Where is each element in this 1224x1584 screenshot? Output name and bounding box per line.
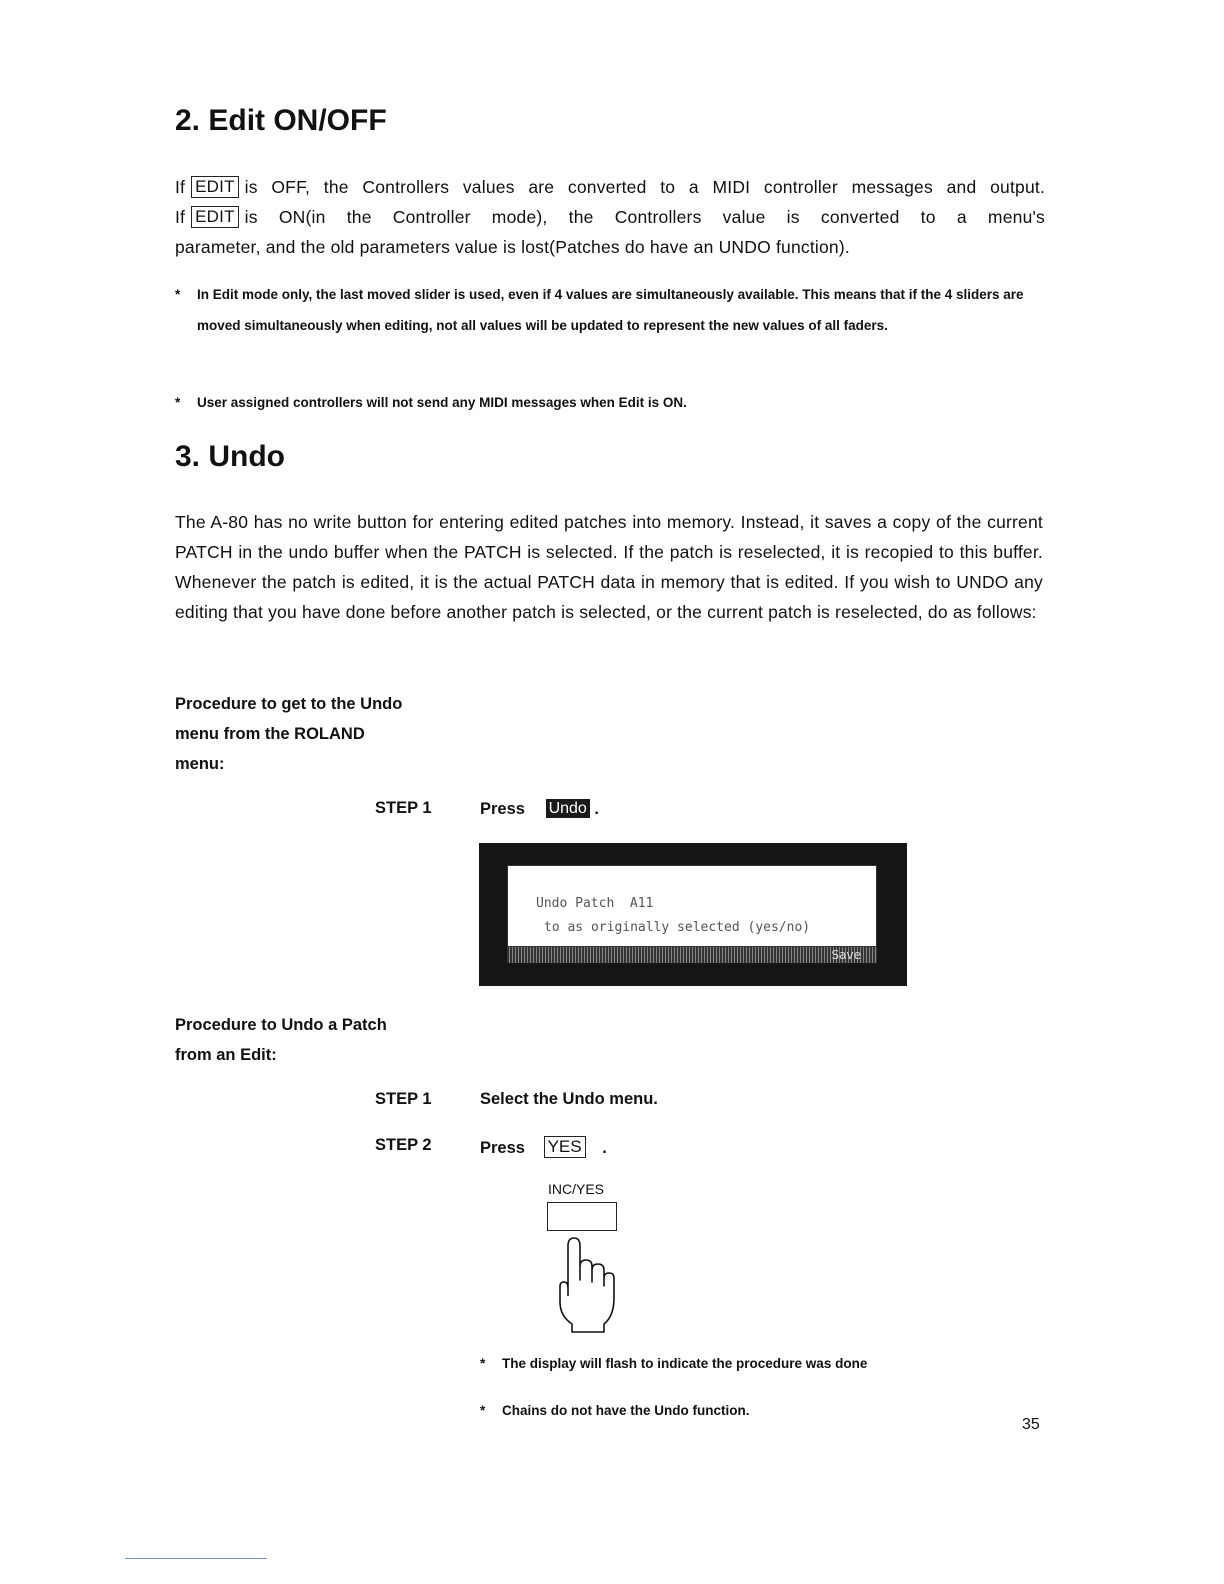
press-word: Press — [480, 1139, 525, 1157]
procedure-line: menu from the ROLAND — [175, 725, 365, 743]
period: . — [594, 800, 599, 818]
procedure-line: Procedure to get to the Undo — [175, 695, 403, 713]
edit-key-box: EDIT — [191, 206, 239, 228]
procedure-get-to-undo — [175, 689, 475, 779]
if-word: If — [175, 207, 186, 227]
lcd-display — [479, 843, 907, 986]
note-display-flash — [480, 1348, 1040, 1379]
lcd-function-bar — [507, 947, 877, 963]
bullet-star-icon: * — [480, 1403, 486, 1418]
note-user-controllers — [175, 387, 1045, 418]
note-slider-text: In Edit mode only, the last moved slider is used, even if 4 values are simultaneously available. This means that if the 4 sliders are moved simultaneously when editing, not all values will be updated to represent the new values of all faders. — [197, 287, 1024, 333]
note-user-controllers-text: User assigned controllers will not send any MIDI messages when Edit is ON. — [197, 395, 687, 410]
section-heading-edit-on-off: 2. Edit ON/OFF — [175, 104, 387, 137]
procedure-line: from an Edit: — [175, 1046, 277, 1064]
inc-yes-label: INC/YES — [548, 1181, 605, 1197]
yes-key-box: YES — [544, 1136, 586, 1158]
edit-on-text: is ON(in the Controller mode), the Controllers value is converted to a menu's — [244, 207, 1045, 227]
press-word: Press — [480, 800, 525, 818]
step-1-label: STEP 1 — [375, 1090, 432, 1108]
edit-paragraph — [175, 172, 1045, 262]
page-number: 35 — [1022, 1416, 1040, 1433]
note-display-flash-text: The display will flash to indicate the procedure was done — [502, 1356, 868, 1371]
undo-paragraph-text: The A-80 has no write button for entering edited patches into memory. Instead, it saves a copy of the current PATCH in the undo buffer when the PATCH is selected. If the patch is reselected, it is recopied to this buffer. Whenever the patch is edited, it is the actual PATCH data in memory that is edited. If you wish to UNDO any editing that you have done before another patch is selected, or the current patch is reselected, do as follows: — [175, 512, 1043, 622]
section-heading-undo: 3. Undo — [175, 440, 285, 473]
bullet-star-icon: * — [175, 287, 181, 302]
if-word: If — [175, 177, 186, 197]
lcd-line-1: Undo Patch A11 — [536, 896, 654, 911]
edit-off-text: is OFF, the Controllers values are converted to a MIDI controller messages and output. — [244, 177, 1045, 197]
step-2-instruction — [480, 1136, 607, 1158]
period: . — [602, 1139, 607, 1157]
edit-line-1 — [175, 172, 1045, 202]
undo-key: Undo — [546, 799, 590, 818]
lcd-line-2: to as originally selected (yes/no) — [544, 920, 811, 935]
bullet-star-icon: * — [480, 1356, 486, 1371]
note-slider — [175, 279, 1045, 341]
inc-yes-button — [547, 1202, 617, 1231]
procedure-line: Procedure to Undo a Patch — [175, 1016, 387, 1034]
edit-line-3: parameter, and the old parameters value is lost(Patches do have an UNDO function). — [175, 237, 850, 257]
procedure-line: menu: — [175, 755, 225, 773]
step-2-label: STEP 2 — [375, 1136, 432, 1154]
note-chains-text: Chains do not have the Undo function. — [502, 1403, 750, 1418]
step-1-instruction — [480, 799, 599, 819]
lcd-save-label: Save — [831, 948, 861, 962]
pressing-finger-icon — [552, 1236, 622, 1336]
scan-divider-line — [125, 1558, 267, 1559]
note-chains — [480, 1395, 1040, 1426]
edit-line-2 — [175, 202, 1045, 232]
bullet-star-icon: * — [175, 395, 181, 410]
edit-key-box: EDIT — [191, 176, 239, 198]
step-1-label: STEP 1 — [375, 799, 432, 817]
lcd-screen — [507, 865, 877, 947]
procedure-undo-patch — [175, 1010, 475, 1070]
undo-paragraph — [175, 507, 1043, 627]
step-1-instruction: Select the Undo menu. — [480, 1090, 658, 1108]
